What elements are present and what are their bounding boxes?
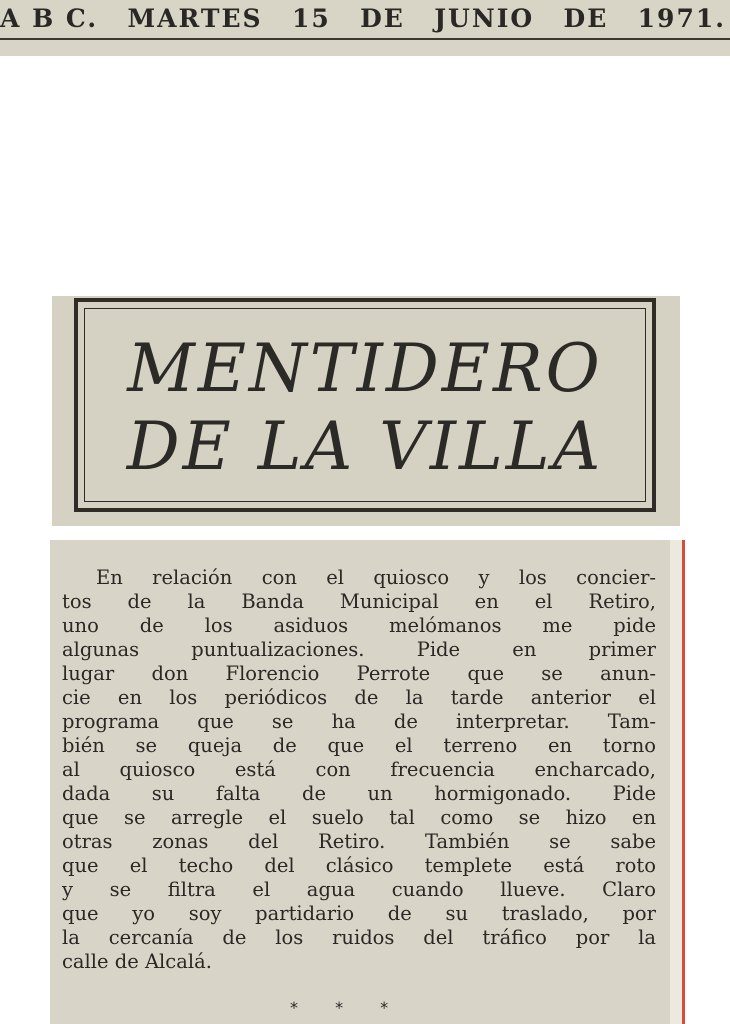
section-title-line-2: DE LA VILLA <box>126 408 604 485</box>
section-title-line-1: MENTIDERO <box>127 330 603 407</box>
weekday: MARTES <box>127 4 263 33</box>
article-line: tos de la Banda Municipal en el Retiro, <box>62 590 656 613</box>
date-year: 1971. <box>637 4 726 33</box>
title-frame <box>74 298 656 512</box>
date-month: JUNIO <box>434 4 535 33</box>
newspaper-header <box>0 0 730 56</box>
publication-name: A B C. <box>0 4 99 33</box>
article-line: que el techo del clásico templete está roto <box>62 854 656 877</box>
section-separator: * * * <box>290 998 405 1017</box>
article-line: al quiosco está con frecuencia encharcado, <box>62 758 656 781</box>
header-rule <box>0 38 730 40</box>
article-line: que yo soy partidario de su traslado, por <box>62 902 656 925</box>
article-line: bién se queja de que el terreno en torno <box>62 734 656 757</box>
article-line: dada su falta de un hormigonado. Pide <box>62 782 656 805</box>
article-line: cie en los periódicos de la tarde anterior el <box>62 686 656 709</box>
date-day: 15 <box>291 4 331 33</box>
article-line: y se filtra el agua cuando llueve. Claro <box>62 878 656 901</box>
article-line: calle de Alcalá. <box>62 950 212 973</box>
clipping-red-edge <box>682 540 685 1024</box>
article-line: otras zonas del Retiro. También se sabe <box>62 830 656 853</box>
article-line: algunas puntualizaciones. Pide en primer <box>62 638 656 661</box>
clipping-edge <box>670 540 682 1024</box>
date-de-2: DE <box>563 4 609 33</box>
article-line: En relación con el quiosco y los concier- <box>96 566 656 589</box>
article-body <box>62 566 656 974</box>
article-line: uno de los asiduos melómanos me pide <box>62 614 656 637</box>
header-line <box>0 4 726 33</box>
article-line: que se arregle el suelo tal como se hizo en <box>62 806 656 829</box>
article-line: programa que se ha de interpretar. Tam- <box>62 710 656 733</box>
date-de-1: DE <box>360 4 405 33</box>
article-line: la cercanía de los ruidos del tráfico por la <box>62 926 656 949</box>
article-line: lugar don Florencio Perrote que se anun- <box>62 662 656 685</box>
